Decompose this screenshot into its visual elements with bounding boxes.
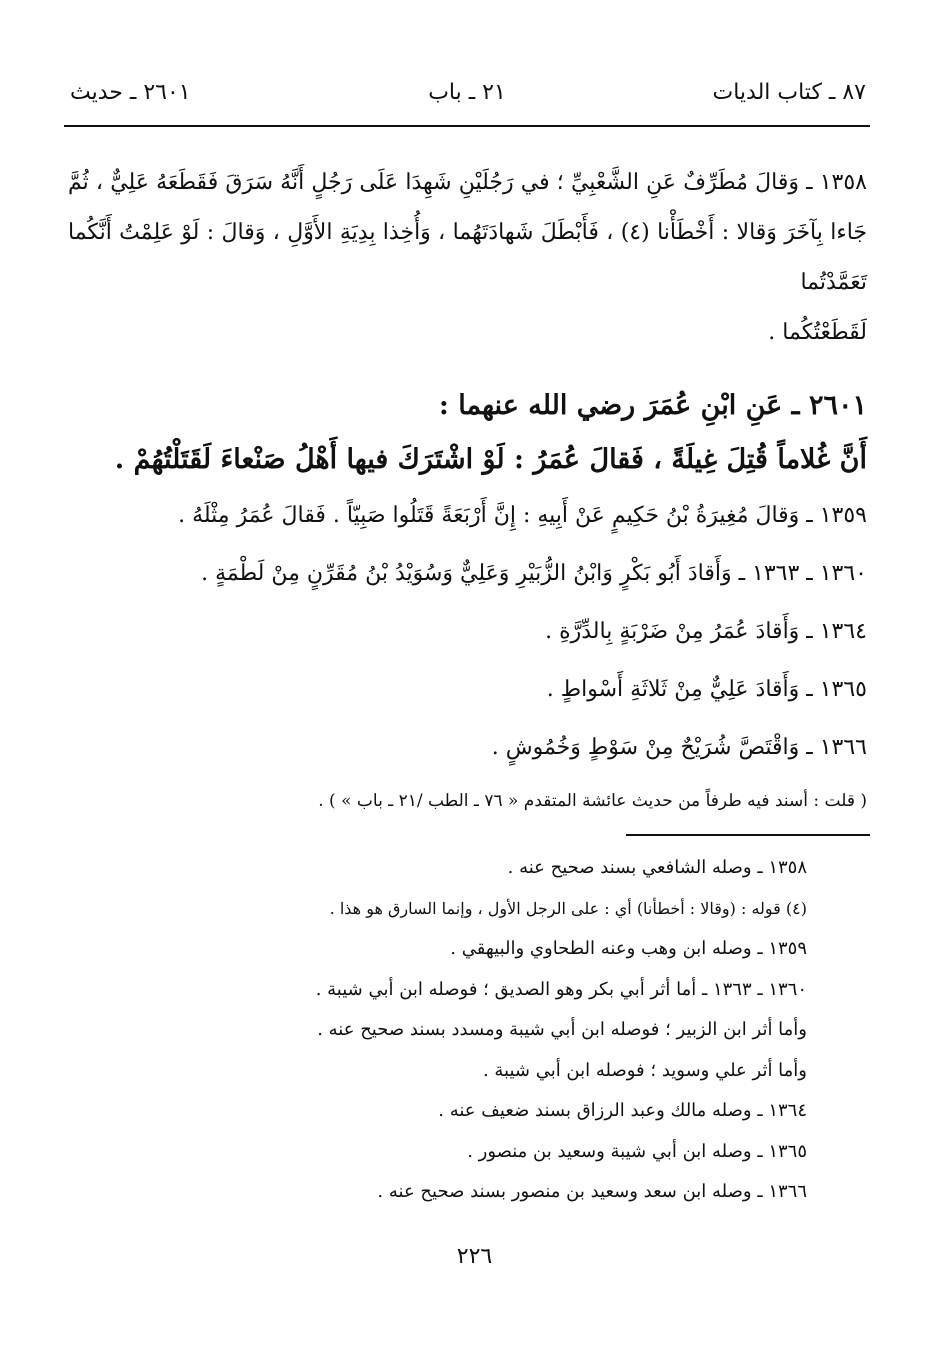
footnote-line: (٤) قوله : (وقالا : أخطأنا) أي : على الرجل الأول ، وإنما السارق هو هذا .: [329, 898, 807, 918]
footnote-line: ١٣٦٤ ـ وصله مالك وعبد الرزاق بسند ضعيف عنه .: [438, 1100, 807, 1121]
header-divider: [64, 125, 870, 127]
athar-1364: ١٣٦٤ ـ وَأَقادَ عُمَرُ مِنْ ضَرْبَةٍ بِالدِّرَّةِ .: [545, 619, 867, 644]
athar-1366: ١٣٦٦ ـ وَاقْتَصَّ شُرَيْحٌ مِنْ سَوْطٍ وَخُمُوشٍ .: [491, 735, 867, 760]
main-text: [68, 158, 867, 816]
chapter-title: ٢١ ـ باب: [428, 80, 506, 105]
athar-1358: ١٣٥٨ ـ وَقالَ مُطَرِّفٌ عَنِ الشَّعْبِيِّ ؛ في رَجُلَيْنِ شَهِدَا عَلَى رَجُلٍ أَنَّهُ سَرَقَ فَقَطَعَهُ عَلِيٌّ ، ثُمَّ جَاءا بِآخَرَ وَقالا : أَخْطَأْنا (٤) ، فَأَبْطَلَ شَهادَتَهُما ، وَأُخِذا بِدِيَةِ الأَوَّلِ ، وَقالَ : لَوْ عَلِمْتُ أَنَّكُما تَعَمَّدْتُما: [68, 170, 868, 295]
editor-note: ( قلت : أسند فيه طرفاً من حديث عائشة المتقدم « ٧٦ ـ الطب /٢١ ـ باب » ) .: [318, 791, 867, 811]
athar-1359: ١٣٥٩ ـ وَقالَ مُغِيرَةُ بْنُ حَكِيمٍ عَنْ أَبِيهِ : إِنَّ أَرْبَعَةً قَتَلُوا صَبِيّاً . فَقالَ عُمَرُ مِثْلَهُ .: [178, 503, 867, 528]
hadith-text: أَنَّ غُلاماً قُتِلَ غِيلَةً ، فَقالَ عُمَرُ : لَوْ اشْتَرَكَ فيها أَهْلُ صَنْعاءَ لَقَتَلْتُهُمْ .: [114, 444, 867, 475]
footnote-line: ١٣٥٩ ـ وصله ابن وهب وعنه الطحاوي والبيهقي .: [450, 938, 807, 959]
footnote-line: ١٣٥٨ ـ وصله الشافعي بسند صحيح عنه .: [507, 857, 807, 878]
footnote-line: ١٣٦٥ ـ وصله ابن أبي شيبة وسعيد بن منصور .: [467, 1140, 807, 1162]
hadith-reference: ٢٦٠١ ـ حديث: [70, 80, 191, 105]
page-number: ٢٢٦: [456, 1244, 493, 1269]
book-title: ٨٧ ـ كتاب الديات: [712, 80, 866, 105]
athar-1365: ١٣٦٥ ـ وَأَقادَ عَلِيٌّ مِنْ ثَلاثَةِ أَسْواطٍ .: [546, 677, 867, 702]
footnote-line: وأما أثر ابن الزبير ؛ فوصله ابن أبي شيبة ومسدد بسند صحيح عنه .: [317, 1019, 807, 1040]
hadith-heading: ٢٦٠١ ـ عَنِ ابْنِ عُمَرَ رضي الله عنهما :: [438, 390, 867, 421]
footnote-line: ١٣٦٠ ـ ١٣٦٣ ـ أما أثر أبي بكر وهو الصديق ؛ فوصله ابن أبي شيبة .: [315, 978, 807, 1000]
athar-1360-1363: ١٣٦٠ ـ ١٣٦٣ ـ وَأَقادَ أَبُو بَكْرٍ وَابْنُ الزُّبَيْرِ وَعَلِيٌّ وَسُوَيْدُ بْنُ مُقَرِّنٍ مِنْ لَطْمَةٍ .: [201, 561, 867, 586]
footnotes: [150, 848, 807, 1213]
footnote-line: وأما أثر علي وسويد ؛ فوصله ابن أبي شيبة .: [482, 1059, 807, 1081]
footnote-line: ١٣٦٦ ـ وصله ابن سعد وسعيد بن منصور بسند صحيح عنه .: [377, 1181, 807, 1202]
footnote-divider: [626, 834, 870, 836]
running-header: [64, 74, 870, 114]
athar-1358-end: لَقَطَعْتُكُما .: [768, 320, 867, 345]
